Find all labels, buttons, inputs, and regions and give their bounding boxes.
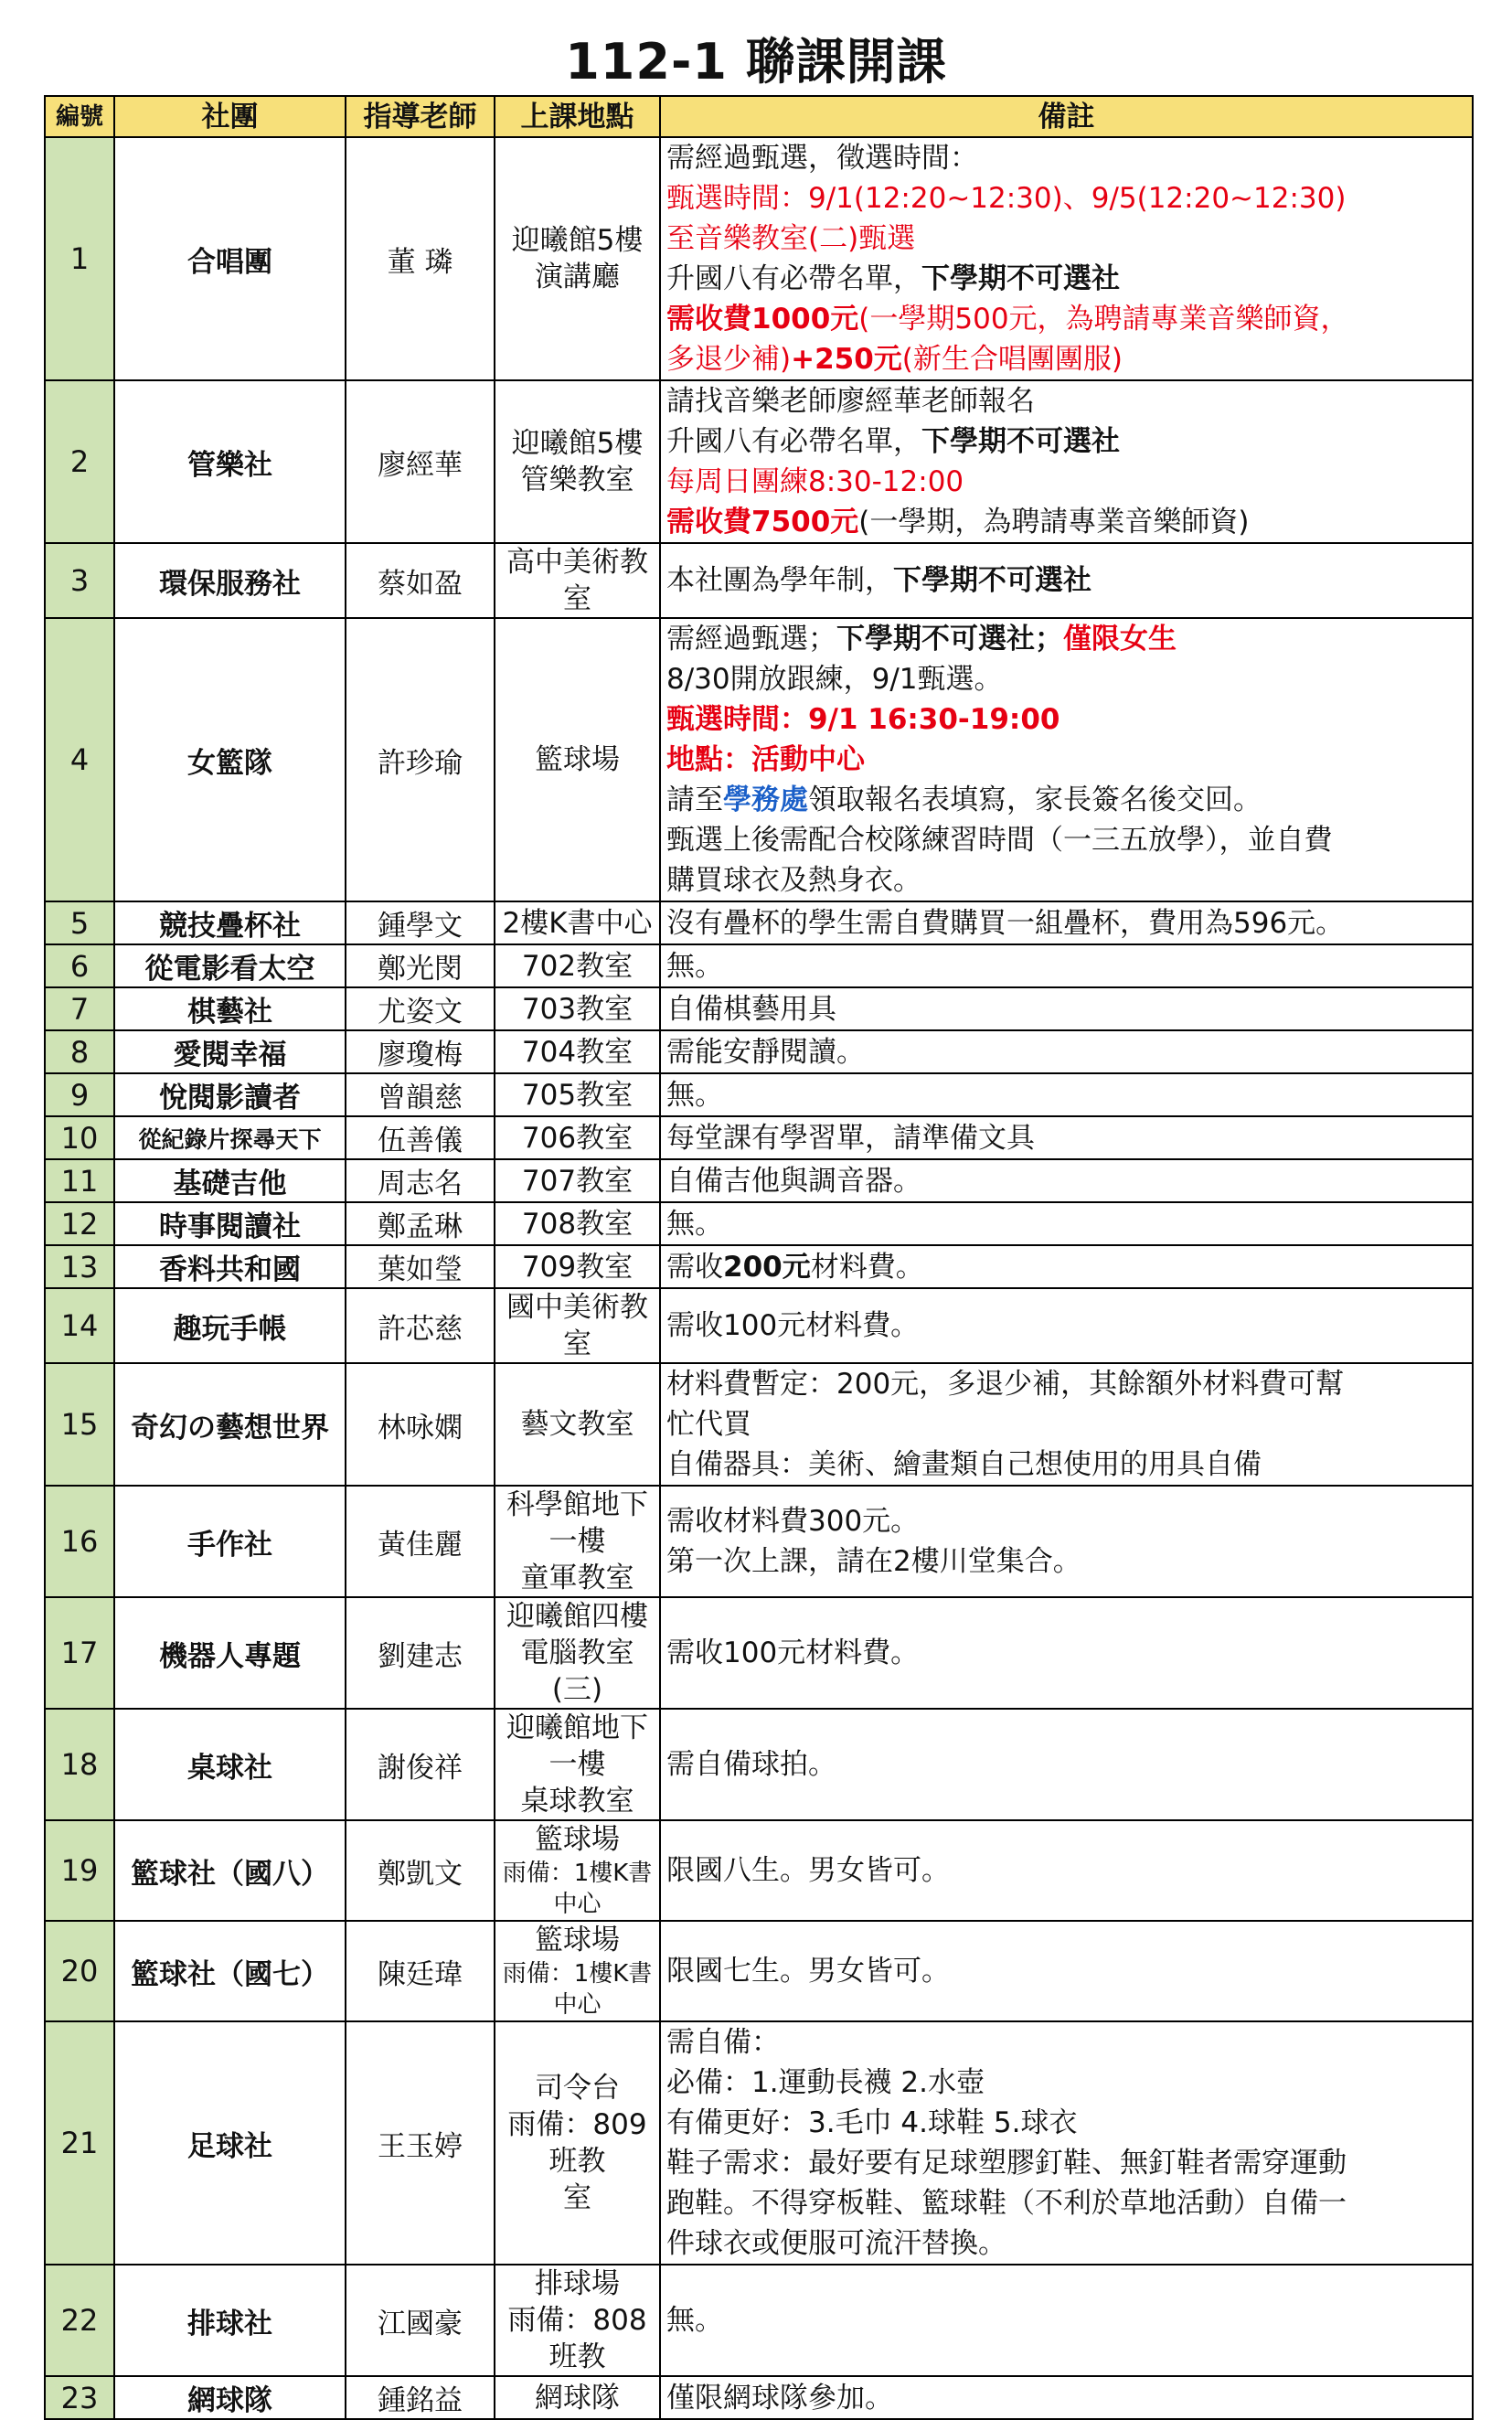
club-name: 悅閱影讀者 xyxy=(114,1073,346,1116)
note-text: 下學期不可選社 xyxy=(893,564,1091,597)
note-text: 需能安靜閱讀。 xyxy=(666,1035,865,1069)
header-number: 編號 xyxy=(45,96,114,137)
location-line: 桌球教室 xyxy=(520,1785,634,1818)
location-line: 709教室 xyxy=(521,1250,634,1284)
note-text: 忙代買 xyxy=(666,1408,751,1441)
table-row xyxy=(45,1159,1473,1202)
note-line xyxy=(666,2063,1466,2103)
teacher-name: 廖經華 xyxy=(346,380,495,543)
note-line xyxy=(666,381,1466,421)
teacher-name: 謝俊祥 xyxy=(346,1709,495,1820)
row-number: 10 xyxy=(45,1116,114,1159)
table-row xyxy=(45,1921,1473,2021)
location-line: 藝文教室 xyxy=(520,1408,634,1441)
notes-cell xyxy=(660,2021,1473,2265)
note-text: 僅限網球隊參加。 xyxy=(666,2381,893,2415)
teacher-name: 黃佳麗 xyxy=(346,1486,495,1597)
club-name: 女籃隊 xyxy=(114,618,346,901)
location-line: 703教室 xyxy=(521,992,634,1026)
note-line xyxy=(666,178,1466,219)
table-row xyxy=(45,1363,1473,1486)
location-cell xyxy=(495,1202,660,1245)
note-text: 甄選上後需配合校隊練習時間（一三五放學），並自費 xyxy=(666,824,1333,857)
teacher-name: 周志名 xyxy=(346,1159,495,1202)
row-number: 20 xyxy=(45,1921,114,2021)
table-row xyxy=(45,987,1473,1030)
notes-cell xyxy=(660,380,1473,543)
note-text: 購買球衣及熱身衣。 xyxy=(666,864,921,897)
table-row xyxy=(45,543,1473,618)
note-line xyxy=(666,1744,1466,1785)
location-rain-backup: 雨備：1樓K書中心 xyxy=(502,1960,653,2019)
header-notes: 備註 xyxy=(660,96,1473,137)
location-line: 科學館地下一樓 xyxy=(506,1488,648,1558)
note-text: 領取報名表填寫，家長簽名後交回。 xyxy=(808,784,1262,816)
location-cell xyxy=(495,987,660,1030)
note-text: 學務處 xyxy=(723,784,808,816)
club-name: 從紀錄片探尋天下 xyxy=(114,1116,346,1159)
location-cell xyxy=(495,901,660,944)
note-text: 自備吉他與調音器。 xyxy=(666,1164,921,1198)
note-text: 需經過甄選； xyxy=(666,623,836,656)
location-line: 高中美術教室 xyxy=(506,546,648,615)
note-line xyxy=(666,780,1466,820)
location-line: 排球場 xyxy=(535,2267,620,2300)
note-text: 需收100元材料費。 xyxy=(666,1636,920,1669)
note-line xyxy=(666,2223,1466,2264)
note-line xyxy=(666,2183,1466,2223)
note-text: 下學期不可選社 xyxy=(921,262,1120,295)
location-line: 網球隊 xyxy=(535,2381,620,2415)
club-name: 合唱團 xyxy=(114,137,346,380)
row-number: 13 xyxy=(45,1245,114,1288)
location-line: 迎曦館四樓 xyxy=(506,1600,648,1633)
location-cell xyxy=(495,137,660,380)
location-cell xyxy=(495,1486,660,1597)
location-line: 童軍教室 xyxy=(520,1562,634,1594)
club-name: 桌球社 xyxy=(114,1709,346,1820)
note-line xyxy=(666,1247,1466,1287)
note-text: 升國八有必帶名單， xyxy=(666,425,921,458)
note-line xyxy=(666,2143,1466,2183)
note-text: (一學期500元，為聘請專業音樂師資， xyxy=(858,303,1349,336)
table-row xyxy=(45,1486,1473,1597)
note-text: 下學期不可選社 xyxy=(921,425,1120,458)
notes-cell xyxy=(660,1159,1473,1202)
note-line xyxy=(666,1541,1466,1582)
note-text: 每周日團練8:30-12:00 xyxy=(666,465,964,498)
note-text: 升國八有必帶名單， xyxy=(666,262,921,295)
row-number: 12 xyxy=(45,1202,114,1245)
row-number: 15 xyxy=(45,1363,114,1486)
table-row xyxy=(45,1820,1473,1921)
table-row xyxy=(45,2265,1473,2376)
location-line: 702教室 xyxy=(521,949,634,983)
location-cell xyxy=(495,618,660,901)
note-text: 僅限女生 xyxy=(1063,623,1177,656)
table-row xyxy=(45,944,1473,987)
note-line xyxy=(666,1633,1466,1673)
club-name: 愛閱幸福 xyxy=(114,1030,346,1073)
row-number: 16 xyxy=(45,1486,114,1597)
location-line: 707教室 xyxy=(521,1164,634,1198)
teacher-name: 董 璘 xyxy=(346,137,495,380)
note-text: 鞋子需求：最好要有足球塑膠釘鞋、無釘鞋者需穿運動 xyxy=(666,2147,1347,2180)
note-line xyxy=(666,1075,1466,1115)
note-line xyxy=(666,421,1466,462)
note-text: 需收100元材料費。 xyxy=(666,1309,920,1342)
notes-cell xyxy=(660,137,1473,380)
club-schedule-table xyxy=(44,95,1474,2420)
notes-cell xyxy=(660,1116,1473,1159)
note-text: 甄選時間：9/1(12:20~12:30)、9/5(12:20~12:30) xyxy=(666,182,1347,215)
location-line: 國中美術教室 xyxy=(506,1291,648,1360)
note-text: 跑鞋。不得穿板鞋、籃球鞋（不利於草地活動）自備一 xyxy=(666,2187,1347,2220)
note-line xyxy=(666,1118,1466,1158)
page-title: 112-1 聯課開課 xyxy=(565,33,947,91)
notes-cell xyxy=(660,543,1473,618)
note-text: 需收費1000元 xyxy=(666,303,859,336)
teacher-name: 江國豪 xyxy=(346,2265,495,2376)
row-number: 8 xyxy=(45,1030,114,1073)
table-row xyxy=(45,1073,1473,1116)
notes-cell xyxy=(660,987,1473,1030)
note-text: 需收材料費300元。 xyxy=(666,1505,920,1538)
notes-cell xyxy=(660,2265,1473,2376)
notes-cell xyxy=(660,944,1473,987)
club-name: 棋藝社 xyxy=(114,987,346,1030)
teacher-name: 鍾學文 xyxy=(346,901,495,944)
note-line xyxy=(666,619,1466,659)
note-text: 無。 xyxy=(666,1207,723,1241)
note-line xyxy=(666,1445,1466,1485)
note-text: +250元 xyxy=(791,343,902,376)
note-line xyxy=(666,699,1466,740)
note-text: (新生合唱團團服) xyxy=(901,343,1123,376)
note-text: 件球衣或便服可流汗替換。 xyxy=(666,2227,1006,2260)
location-cell xyxy=(495,1073,660,1116)
note-line xyxy=(666,339,1466,379)
location-cell xyxy=(495,380,660,543)
table-row xyxy=(45,137,1473,380)
location-cell xyxy=(495,1820,660,1921)
notes-cell xyxy=(660,1245,1473,1288)
note-line xyxy=(666,502,1466,542)
notes-cell xyxy=(660,1030,1473,1073)
teacher-name: 伍善儀 xyxy=(346,1116,495,1159)
note-line xyxy=(666,1501,1466,1541)
notes-cell xyxy=(660,1363,1473,1486)
location-line: 電腦教室(三) xyxy=(520,1636,634,1706)
row-number: 6 xyxy=(45,944,114,987)
teacher-name: 蔡如盈 xyxy=(346,543,495,618)
note-text: 8/30開放跟練，9/1甄選。 xyxy=(666,663,1003,696)
location-line: 雨備：808班教 xyxy=(507,2304,647,2373)
club-name: 競技疊杯社 xyxy=(114,901,346,944)
teacher-name: 許芯慈 xyxy=(346,1288,495,1363)
row-number: 9 xyxy=(45,1073,114,1116)
note-text: 材料費。 xyxy=(810,1250,924,1284)
row-number: 2 xyxy=(45,380,114,543)
header-teacher: 指導老師 xyxy=(346,96,495,137)
location-cell xyxy=(495,1288,660,1363)
row-number: 7 xyxy=(45,987,114,1030)
club-name: 環保服務社 xyxy=(114,543,346,618)
teacher-name: 廖瓊梅 xyxy=(346,1030,495,1073)
note-text: 無。 xyxy=(666,2304,723,2337)
note-line xyxy=(666,1404,1466,1445)
note-text: 200元 xyxy=(723,1250,811,1284)
table-row xyxy=(45,1709,1473,1820)
table-row xyxy=(45,1288,1473,1363)
table-row xyxy=(45,1202,1473,1245)
club-name: 趣玩手帳 xyxy=(114,1288,346,1363)
teacher-name: 王玉婷 xyxy=(346,2021,495,2265)
location-line: 2樓K書中心 xyxy=(502,906,653,940)
location-cell xyxy=(495,1597,660,1709)
note-text: 需收 xyxy=(666,1250,723,1284)
location-line: 籃球場 xyxy=(535,1823,620,1856)
row-number: 11 xyxy=(45,1159,114,1202)
location-line: 司令台 xyxy=(535,2072,620,2105)
table-row xyxy=(45,2376,1473,2419)
location-line: 室 xyxy=(563,2181,591,2214)
teacher-name: 劉建志 xyxy=(346,1597,495,1709)
note-text: 材料費暫定：200元，多退少補，其餘額外材料費可幫 xyxy=(666,1368,1345,1401)
note-text: 需經過甄選，徵選時間： xyxy=(666,142,978,175)
location-line: 708教室 xyxy=(521,1207,634,1241)
note-line xyxy=(666,138,1466,178)
location-cell xyxy=(495,944,660,987)
location-cell xyxy=(495,2021,660,2265)
note-line xyxy=(666,946,1466,986)
note-line xyxy=(666,1161,1466,1201)
teacher-name: 林咏嫻 xyxy=(346,1363,495,1486)
teacher-name: 陳廷瑋 xyxy=(346,1921,495,2021)
row-number: 1 xyxy=(45,137,114,380)
note-line xyxy=(666,989,1466,1029)
location-rain-backup: 雨備：1樓K書中心 xyxy=(502,1860,653,1918)
row-number: 21 xyxy=(45,2021,114,2265)
note-text: 無。 xyxy=(666,1078,723,1112)
location-line: 雨備：809班教 xyxy=(507,2108,647,2178)
note-text: 自備棋藝用具 xyxy=(666,992,836,1026)
location-line: 演講廳 xyxy=(535,261,620,293)
note-text: 第一次上課，請在2樓川堂集合。 xyxy=(666,1545,1081,1578)
club-name: 手作社 xyxy=(114,1486,346,1597)
note-text: 至音樂教室(二)甄選 xyxy=(666,222,916,255)
club-name: 機器人專題 xyxy=(114,1597,346,1709)
teacher-name: 許珍瑜 xyxy=(346,618,495,901)
notes-cell xyxy=(660,1709,1473,1820)
note-text: 沒有疊杯的學生需自費購買一組疊杯，費用為596元。 xyxy=(666,906,1345,940)
club-name: 足球社 xyxy=(114,2021,346,2265)
location-cell xyxy=(495,1030,660,1073)
table-row xyxy=(45,1030,1473,1073)
club-name: 排球社 xyxy=(114,2265,346,2376)
note-text: 請找音樂老師廖經華老師報名 xyxy=(666,385,1035,418)
note-line xyxy=(666,219,1466,259)
location-line: 706教室 xyxy=(521,1121,634,1155)
table-row xyxy=(45,1116,1473,1159)
note-text: 請至 xyxy=(666,784,723,816)
note-line xyxy=(666,740,1466,780)
row-number: 18 xyxy=(45,1709,114,1820)
note-text: 下學期不可選社； xyxy=(836,623,1063,656)
note-text: 自備器具：美術、繪畫類自己想使用的用具自備 xyxy=(666,1448,1262,1481)
notes-cell xyxy=(660,1820,1473,1921)
club-name: 從電影看太空 xyxy=(114,944,346,987)
note-line xyxy=(666,860,1466,901)
notes-cell xyxy=(660,1073,1473,1116)
location-line: 704教室 xyxy=(521,1035,634,1069)
table-row xyxy=(45,2021,1473,2265)
club-name: 時事閱讀社 xyxy=(114,1202,346,1245)
note-text: 必備：1.運動長襪 2.水壺 xyxy=(666,2066,985,2099)
teacher-name: 鄭凱文 xyxy=(346,1820,495,1921)
location-cell xyxy=(495,1116,660,1159)
row-number: 4 xyxy=(45,618,114,901)
table-row xyxy=(45,1597,1473,1709)
location-line: 迎曦館5樓 xyxy=(511,224,644,257)
location-cell xyxy=(495,2376,660,2419)
location-line: 迎曦館5樓 xyxy=(511,427,644,460)
note-text: (一學期，為聘請專業音樂師資) xyxy=(858,506,1250,538)
header-club: 社團 xyxy=(114,96,346,137)
note-line xyxy=(666,299,1466,339)
location-cell xyxy=(495,1363,660,1486)
notes-cell xyxy=(660,1486,1473,1597)
location-cell xyxy=(495,1921,660,2021)
location-line: 籃球場 xyxy=(535,743,620,776)
teacher-name: 鄭孟琳 xyxy=(346,1202,495,1245)
row-number: 22 xyxy=(45,2265,114,2376)
notes-cell xyxy=(660,1288,1473,1363)
header-row xyxy=(45,96,1473,137)
table-row xyxy=(45,1245,1473,1288)
row-number: 23 xyxy=(45,2376,114,2419)
note-line xyxy=(666,2022,1466,2063)
table-row xyxy=(45,618,1473,901)
row-number: 14 xyxy=(45,1288,114,1363)
note-text: 需收費7500元 xyxy=(666,506,859,538)
note-text: 多退少補) xyxy=(666,343,792,376)
note-line xyxy=(666,1306,1466,1346)
note-line xyxy=(666,2300,1466,2340)
club-name: 網球隊 xyxy=(114,2376,346,2419)
note-line xyxy=(666,1951,1466,1991)
note-text: 限國七生。男女皆可。 xyxy=(666,1955,950,1988)
location-cell xyxy=(495,2265,660,2376)
notes-cell xyxy=(660,2376,1473,2419)
location-line: 籃球場 xyxy=(535,1924,620,1956)
note-text: 需自備球拍。 xyxy=(666,1748,836,1781)
location-line: 705教室 xyxy=(521,1078,634,1112)
note-line xyxy=(666,659,1466,699)
location-cell xyxy=(495,1245,660,1288)
club-name: 香料共和國 xyxy=(114,1245,346,1288)
notes-cell xyxy=(660,1597,1473,1709)
note-line xyxy=(666,903,1466,943)
teacher-name: 鍾銘益 xyxy=(346,2376,495,2419)
note-text: 本社團為學年制， xyxy=(666,564,893,597)
notes-cell xyxy=(660,618,1473,901)
note-line xyxy=(666,2103,1466,2143)
location-line: 管樂教室 xyxy=(520,464,634,496)
notes-cell xyxy=(660,901,1473,944)
table-row xyxy=(45,380,1473,543)
note-text: 有備更好：3.毛巾 4.球鞋 5.球衣 xyxy=(666,2106,1078,2139)
table-body xyxy=(45,137,1473,2419)
row-number: 17 xyxy=(45,1597,114,1709)
teacher-name: 曾韻慈 xyxy=(346,1073,495,1116)
location-cell xyxy=(495,543,660,618)
club-name: 管樂社 xyxy=(114,380,346,543)
location-cell xyxy=(495,1159,660,1202)
teacher-name: 鄭光閔 xyxy=(346,944,495,987)
club-name: 奇幻の藝想世界 xyxy=(114,1363,346,1486)
location-line: 迎曦館地下一樓 xyxy=(506,1711,648,1781)
club-name: 籃球社（國八） xyxy=(114,1820,346,1921)
row-number: 19 xyxy=(45,1820,114,1921)
note-line xyxy=(666,1364,1466,1404)
teacher-name: 尤姿文 xyxy=(346,987,495,1030)
note-line xyxy=(666,462,1466,502)
header-location: 上課地點 xyxy=(495,96,660,137)
club-name: 基礎吉他 xyxy=(114,1159,346,1202)
note-line xyxy=(666,2378,1466,2418)
note-line xyxy=(666,259,1466,299)
table-row xyxy=(45,901,1473,944)
location-cell xyxy=(495,1709,660,1820)
note-text: 限國八生。男女皆可。 xyxy=(666,1854,950,1887)
note-text: 每堂課有學習單，請準備文具 xyxy=(666,1121,1035,1155)
note-line xyxy=(666,1850,1466,1891)
club-name: 籃球社（國七） xyxy=(114,1921,346,2021)
note-line xyxy=(666,560,1466,601)
row-number: 3 xyxy=(45,543,114,618)
note-text: 需自備： xyxy=(666,2026,780,2059)
row-number: 5 xyxy=(45,901,114,944)
note-line xyxy=(666,820,1466,860)
notes-cell xyxy=(660,1921,1473,2021)
teacher-name: 葉如瑩 xyxy=(346,1245,495,1288)
note-text: 地點：活動中心 xyxy=(666,743,865,776)
note-text: 無。 xyxy=(666,949,723,983)
note-line xyxy=(666,1204,1466,1244)
note-line xyxy=(666,1032,1466,1072)
notes-cell xyxy=(660,1202,1473,1245)
note-text: 甄選時間：9/1 16:30-19:00 xyxy=(666,703,1060,736)
